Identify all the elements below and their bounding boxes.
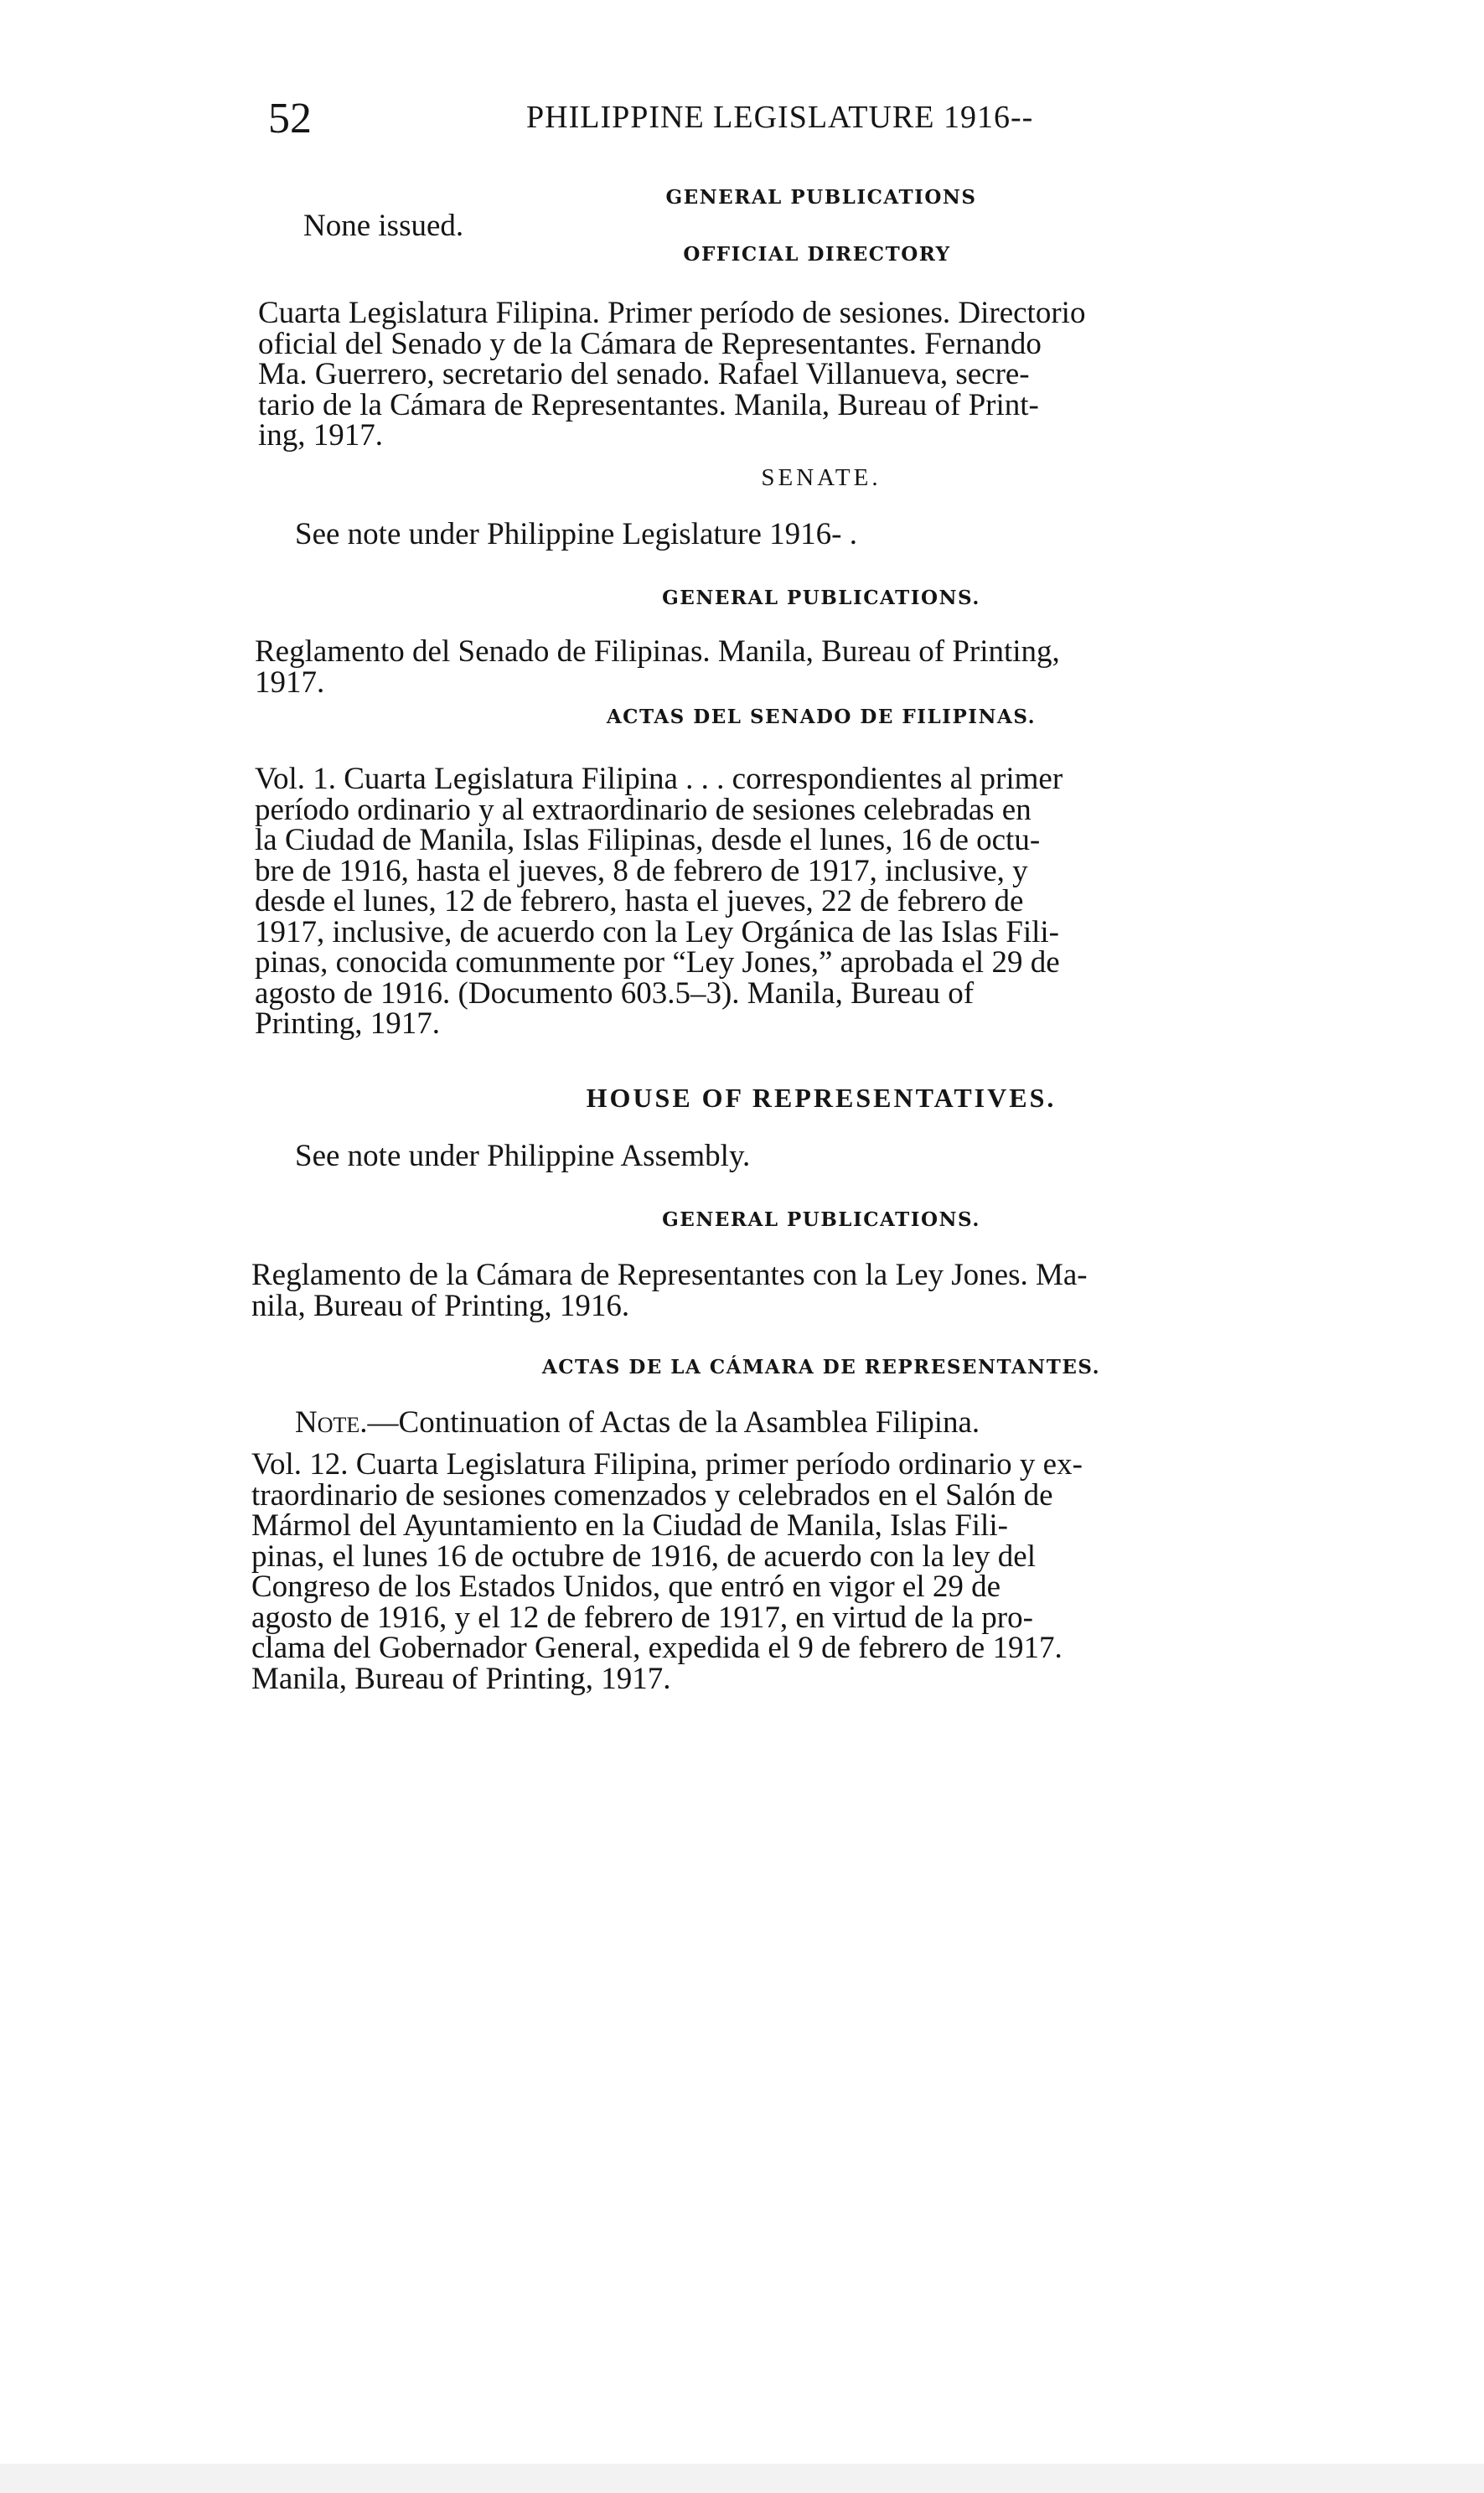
directory-entry-line: oficial del Senado y de la Cámara de Representantes. Fernando <box>258 326 1042 361</box>
page-number: 52 <box>268 95 312 142</box>
directory-entry-line: Ma. Guerrero, secretario del senado. Rafael Villanueva, secre- <box>258 357 1030 391</box>
house-actas-heading: ACTAS DE LA CÁMARA DE REPRESENTANTES. <box>541 1356 1101 1378</box>
house-vol-line: agosto de 1916, y el 12 de febrero de 1917, en virtud de la pro- <box>251 1600 1033 1635</box>
directory-entry-line: tario de la Cámara de Representantes. Manila, Bureau of Print- <box>258 387 1039 422</box>
senate-reglamento-line: Reglamento del Senado de Filipinas. Manila, Bureau of Printing, <box>255 634 1060 669</box>
house-reglamento-line: nila, Bureau of Printing, 1916. <box>251 1288 630 1323</box>
directory-entry-line: Cuarta Legislatura Filipina. Primer período de sesiones. Directorio <box>258 296 1086 330</box>
house-vol-line: pinas, el lunes 16 de octubre de 1916, de acuerdo con la ley del <box>251 1539 1036 1574</box>
house-vol-line: Mármol del Ayuntamiento en la Ciudad de Manila, Islas Fili- <box>251 1508 1008 1543</box>
senate-reglamento-line: 1917. <box>255 665 325 700</box>
house-vol-entry <box>251 1447 1484 1696</box>
senate-vol-line: la Ciudad de Manila, Islas Filipinas, desde el lunes, 16 de octu- <box>255 823 1041 857</box>
senate-general-publications-heading: GENERAL PUBLICATIONS. <box>662 587 980 609</box>
senate-reglamento-entry <box>255 634 1484 700</box>
senate-vol-entry <box>255 764 1484 1040</box>
none-issued-text: None issued. <box>303 209 464 243</box>
house-vol-line: traordinario de sesiones comenzados y celebrados en el Salón de <box>251 1477 1053 1513</box>
house-note: See note under Philippine Assembly. <box>295 1139 751 1173</box>
general-publications-heading: GENERAL PUBLICATIONS <box>665 186 977 209</box>
house-continuation-note <box>295 1405 980 1440</box>
senate-vol-line: bre de 1916, hasta el jueves, 8 de febrero de 1917, inclusive, y <box>255 853 1028 888</box>
senate-actas-heading: ACTAS DEL SENADO DE FILIPINAS. <box>606 706 1037 728</box>
senate-vol-line: período ordinario y al extraordinario de sesiones celebradas en <box>255 792 1032 827</box>
senate-vol-line: 1917, inclusive, de acuerdo con la Ley Orgánica de las Islas Fili- <box>255 914 1059 949</box>
house-vol-line: Manila, Bureau of Printing, 1917. <box>251 1661 671 1696</box>
scan-bottom-edge <box>0 2464 1484 2493</box>
senate-vol-line: Printing, 1917. <box>255 1006 440 1041</box>
note-label: Note <box>295 1405 360 1440</box>
house-vol-line: Congreso de los Estados Unidos, que entró en vigor el 29 de <box>251 1570 1001 1604</box>
senate-vol-line: agosto de 1916. (Documento 603.5–3). Manila, Bureau of <box>255 975 975 1011</box>
senate-vol-line: pinas, conocida comunmente por “Ley Jones,” aprobada el 29 de <box>255 945 1060 980</box>
house-reglamento-entry <box>251 1260 1484 1321</box>
directory-entry <box>258 298 1484 452</box>
directory-entry-line: ing, 1917. <box>258 418 384 453</box>
house-general-publications-heading: GENERAL PUBLICATIONS. <box>662 1208 980 1231</box>
house-vol-line: Vol. 12. Cuarta Legislatura Filipina, primer período ordinario y ex- <box>251 1447 1083 1482</box>
senate-vol-line: desde el lunes, 12 de febrero, hasta el jueves, 22 de febrero de <box>255 884 1024 918</box>
house-heading: HOUSE OF REPRESENTATIVES. <box>586 1083 1057 1113</box>
senate-note: See note under Philippine Legislature 1916- . <box>295 517 857 551</box>
house-vol-line: clama del Gobernador General, expedida el 9 de febrero de 1917. <box>251 1631 1063 1665</box>
official-directory-heading: OFFICIAL DIRECTORY <box>683 243 951 266</box>
note-text: .—Continuation of Actas de la Asamblea Filipina. <box>359 1405 980 1440</box>
running-title: PHILIPPINE LEGISLATURE 1916-- <box>526 100 1034 135</box>
house-reglamento-line: Reglamento de la Cámara de Representantes con la Ley Jones. Ma- <box>251 1258 1088 1292</box>
senate-vol-line: Vol. 1. Cuarta Legislatura Filipina . . . correspondientes al primer <box>255 762 1063 796</box>
senate-heading: SENATE. <box>761 464 882 491</box>
